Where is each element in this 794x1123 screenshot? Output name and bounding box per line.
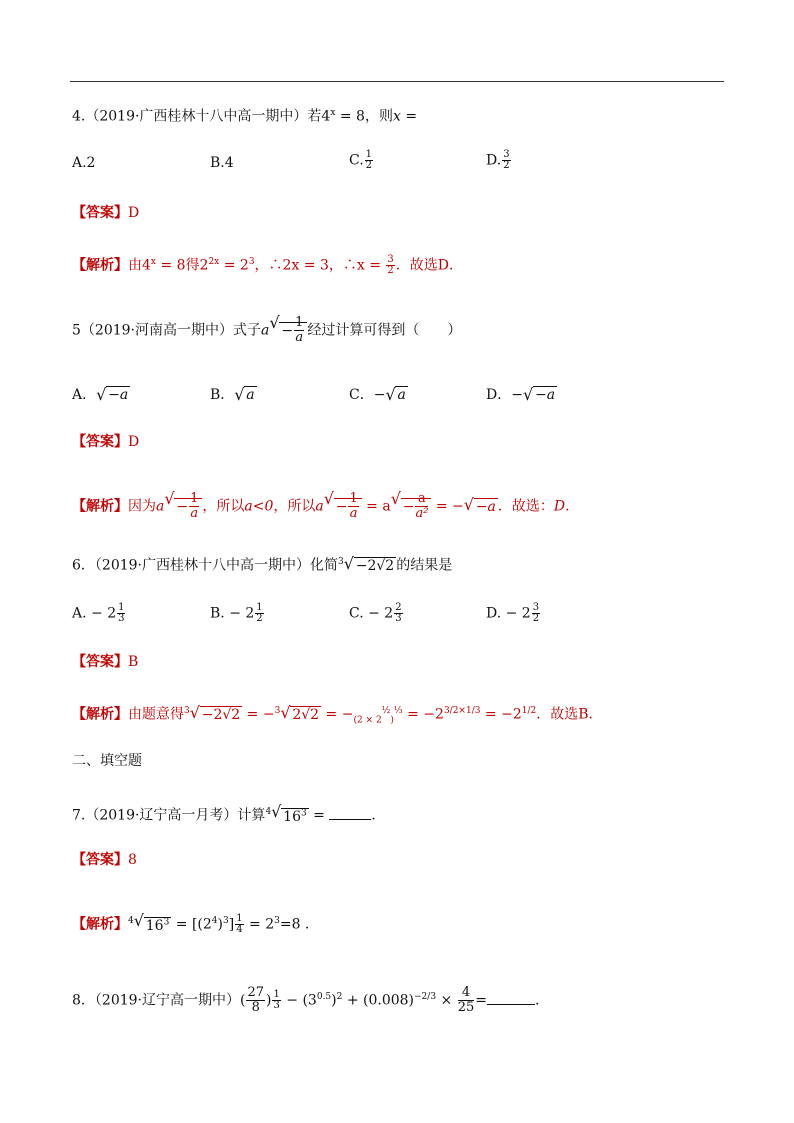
- q7-analysis: 【解析】$^4$√ $16^3 = [(2^4)^3]$ $\frac{1}{4}$ = $2^3=8$ .: [72, 912, 309, 935]
- q4-option-a: A.2: [72, 155, 96, 171]
- q4-exp: x: [330, 108, 336, 118]
- question-4: [72, 104, 417, 126]
- q5-answer: 【答案】D: [72, 434, 140, 450]
- q7-answer: 【答案】8: [72, 852, 137, 868]
- q4-analysis: 【解析】由$4^x = 8$得$2^{2x} = 2^3$，∴2x = 3，∴x = $\frac{3}{2}$ ．故选D．: [72, 254, 464, 277]
- q5-option-b: B．√ a: [210, 384, 257, 404]
- q7-answer-blank: [329, 807, 371, 820]
- q4-option-b: B.4: [210, 155, 234, 171]
- q4-answer: 【答案】D: [72, 205, 140, 221]
- question-7: 7.（2019·辽宁高一月考）计算$^4$√ $16^3$ = ．: [72, 803, 385, 826]
- q6-option-a: A. − 2 $\frac{1}{3}$: [72, 602, 125, 624]
- q5-option-a: A．√ −a: [72, 384, 130, 404]
- q5-option-c: C．−√ a: [349, 384, 408, 404]
- q6-option-c: C. − 2 $\frac{2}{3}$: [349, 602, 402, 624]
- q6-answer: 【答案】B: [72, 654, 139, 670]
- q6-analysis: 【解析】由题意得$^3$√ −2√2 = −$^3$√ $2√2 = -_{(2 \times 2}^{\frac{1}{2}}_)^{\frac{1}{3}} = -2^{3/2\times 1/3} = -2^{1/2}$．故选B．: [72, 702, 603, 729]
- q5-radical: √ − $\frac{1}{a}$: [269, 316, 307, 345]
- q4-option-d: D. $\frac{3}{2}$: [486, 149, 510, 171]
- q5-analysis: 【解析】因为a√ − $\frac{1}{a}$ ，所以a<0，所以a√ − $\frac{1}{a} = a√$ − $\frac{a}{\text{a²}}$ = −√ −a ．故选：D.: [72, 492, 570, 521]
- question-6: 6．（2019·广西桂林十八中高一期中）化简$^3$√ −2√2 的结果是: [72, 553, 452, 575]
- question-5: 5（2019·河南高一期中）式子a√ − $\frac{1}{a}$ 经过计算可得到（ ）: [72, 316, 461, 345]
- q6-option-d: D. − 2 $\frac{3}{2}$: [486, 602, 540, 624]
- q5-option-d: D．−√ −a: [486, 384, 557, 404]
- q4-var: x: [392, 108, 401, 125]
- section-title: 二、填空题: [72, 753, 142, 769]
- q8-answer-blank: [487, 992, 535, 1005]
- header-rule: [70, 81, 724, 82]
- q4-stem: 4.（2019·广西桂林十八中高一期中）若4: [72, 108, 331, 125]
- q4-tail: =: [400, 108, 418, 125]
- question-8: 8．（2019·辽宁高一期中）( $\frac{27}{8}$ ) $\frac{1}{3}$ − $(3^{0.5})^2 + (0.008)^{-2/3}$ × $\frac{4}{25}$ = .: [72, 985, 540, 1015]
- q4-option-c: C. $\frac{1}{2}$: [349, 149, 373, 171]
- q6-option-b: B. − 2 $\frac{1}{2}$: [210, 602, 263, 624]
- q4-mid: = 8，则: [335, 108, 393, 125]
